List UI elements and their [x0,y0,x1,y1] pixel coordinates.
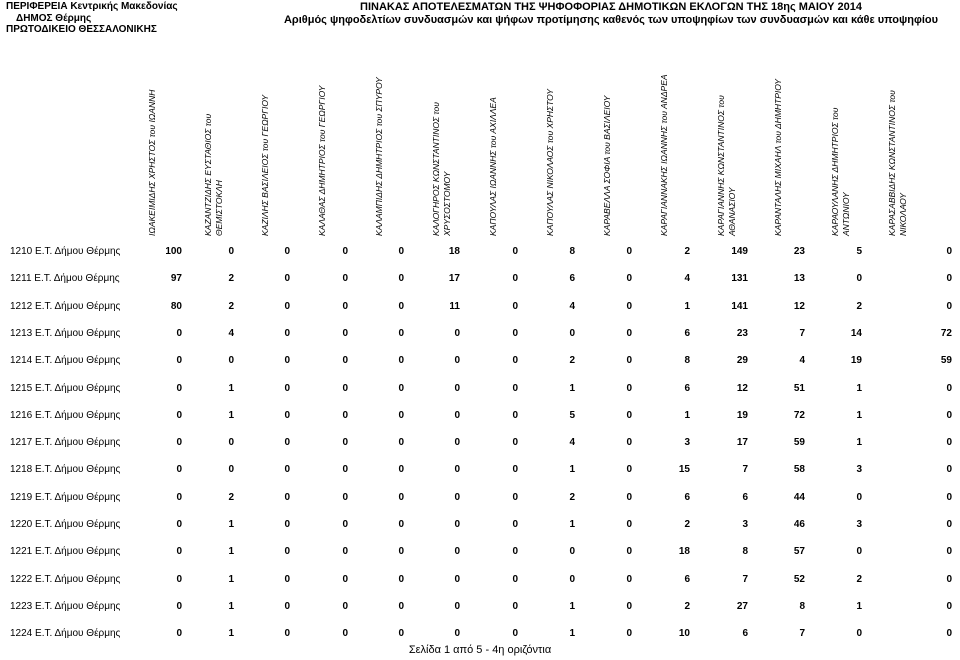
vote-count-cell: 0 [512,600,518,612]
polling-station-label: 1216 Ε.Τ. Δήμου Θέρμης [10,409,121,421]
polling-station-label: 1222 Ε.Τ. Δήμου Θέρμης [10,573,121,585]
vote-count-cell: 0 [626,246,632,257]
vote-count-cell: 0 [284,437,290,449]
vote-count-cell: 0 [342,382,348,394]
vote-count-cell: 0 [454,464,460,476]
candidate-header [260,68,296,236]
vote-count-cell: 0 [342,300,348,312]
vote-count-cell: 19 [736,409,748,421]
vote-count-cell: 0 [176,628,182,640]
vote-count-cell: 0 [176,519,182,530]
vote-count-cell: 0 [946,573,952,585]
vote-count-cell: 0 [512,519,518,530]
vote-count-cell: 1 [856,382,862,394]
vote-count-cell: 0 [946,464,952,476]
vote-count-cell: 1 [228,628,234,640]
vote-count-cell: 0 [398,628,404,640]
vote-count-cell: 0 [512,628,518,640]
candidate-name: ΚΑΡΑΓΙΑΝΝΑΚΗΣ ΙΩΑΝΝΗΣ του ΑΝΔΡΕΑ [659,74,669,236]
vote-count-cell: 0 [176,491,182,503]
candidate-name: ΚΑΠΟΥΛΑΣ ΝΙΚΟΛΑΟΣ του ΧΡΗΣΤΟΥ [545,89,555,236]
vote-count-cell: 0 [946,300,952,312]
table-row [0,403,960,429]
vote-count-cell: 0 [398,355,404,367]
candidate-name: ΚΑΡΑΟΥΛΑΝΗΣ ΔΗΜΗΤΡΙΟΣ του ΑΝΤΩΝΙΟΥ [830,107,851,236]
vote-count-cell: 0 [946,519,952,530]
vote-count-cell: 8 [684,355,690,367]
vote-count-cell: 2 [684,519,690,530]
vote-count-cell: 29 [736,355,748,367]
candidate-header [773,68,809,236]
candidate-name: ΚΑΖΑΝΤΖΙΔΗΣ ΕΥΣΤΑΘΙΟΣ του ΘΕΜΙΣΤΟΚΛΗ [203,113,224,236]
table-row [0,594,960,620]
vote-count-cell: 3 [856,464,862,476]
vote-count-cell: 0 [342,600,348,612]
candidate-header [659,68,695,236]
vote-count-cell: 0 [454,491,460,503]
vote-count-cell: 72 [940,327,952,339]
table-row [0,430,960,456]
vote-count-cell: 0 [946,600,952,612]
vote-count-cell: 6 [684,491,690,503]
candidate-header [830,68,866,236]
vote-count-cell: 0 [284,519,290,530]
vote-count-cell: 0 [284,409,290,421]
vote-count-cell: 0 [512,273,518,285]
polling-station-label: 1210 Ε.Τ. Δήμου Θέρμης [10,246,121,257]
polling-station-label: 1214 Ε.Τ. Δήμου Θέρμης [10,355,121,367]
vote-count-cell: 0 [398,409,404,421]
vote-count-cell: 23 [793,246,805,257]
candidate-header [602,68,638,236]
vote-count-cell: 0 [626,464,632,476]
vote-count-cell: 0 [228,437,234,449]
vote-count-cell: 0 [946,382,952,394]
vote-count-cell: 7 [799,327,805,339]
vote-count-cell: 0 [856,491,862,503]
vote-count-cell: 100 [165,246,182,257]
vote-count-cell: 4 [799,355,805,367]
vote-count-cell: 0 [626,519,632,530]
polling-station-label: 1224 Ε.Τ. Δήμου Θέρμης [10,628,121,640]
vote-count-cell: 51 [793,382,805,394]
vote-count-cell: 0 [284,491,290,503]
vote-count-cell: 57 [793,546,805,558]
vote-count-cell: 46 [793,519,805,530]
table-row [0,539,960,565]
table-row [0,348,960,374]
candidate-header [203,68,239,236]
header-center [262,1,960,27]
header-left [6,1,178,36]
vote-count-cell: 0 [512,573,518,585]
vote-count-cell: 0 [398,464,404,476]
vote-count-cell: 0 [626,491,632,503]
vote-count-cell: 0 [626,327,632,339]
vote-count-cell: 0 [176,546,182,558]
vote-count-cell: 1 [684,300,690,312]
vote-count-cell: 0 [398,546,404,558]
vote-count-cell: 0 [176,464,182,476]
vote-count-cell: 0 [626,273,632,285]
candidate-name: ΙΩΑΚΕΙΜΙΔΗΣ ΧΡΗΣΤΟΣ του ΙΩΑΝΝΗ [147,89,157,236]
vote-count-cell: 0 [856,273,862,285]
candidate-name: ΚΑΡΑΒΕΛΛΑ ΣΟΦΙΑ του ΒΑΣΙΛΕΙΟΥ [602,95,612,236]
candidate-header [431,68,467,236]
vote-count-cell: 10 [678,628,690,640]
vote-count-cell: 7 [742,464,748,476]
vote-count-cell: 131 [731,273,748,285]
vote-count-cell: 0 [176,382,182,394]
table-row [0,567,960,593]
vote-count-cell: 6 [684,382,690,394]
vote-count-cell: 0 [946,491,952,503]
polling-station-label: 1223 Ε.Τ. Δήμου Θέρμης [10,600,121,612]
vote-count-cell: 0 [626,382,632,394]
vote-count-cell: 0 [946,437,952,449]
vote-count-cell: 80 [170,300,182,312]
polling-station-label: 1221 Ε.Τ. Δήμου Θέρμης [10,546,121,558]
vote-count-cell: 0 [342,355,348,367]
vote-count-cell: 0 [284,300,290,312]
vote-count-cell: 0 [228,464,234,476]
vote-count-cell: 0 [454,437,460,449]
vote-count-cell: 58 [793,464,805,476]
vote-count-cell: 1 [569,382,575,394]
vote-count-cell: 0 [342,437,348,449]
vote-count-cell: 5 [569,409,575,421]
vote-count-cell: 0 [454,546,460,558]
candidate-name: ΚΑΛΑΘΑΣ ΔΗΜΗΤΡΙΟΣ του ΓΕΩΡΓΙΟΥ [317,85,327,236]
vote-count-cell: 0 [398,300,404,312]
vote-count-cell: 0 [228,355,234,367]
polling-station-label: 1219 Ε.Τ. Δήμου Θέρμης [10,491,121,503]
vote-count-cell: 2 [228,273,234,285]
vote-count-cell: 4 [228,327,234,339]
vote-count-cell: 0 [512,546,518,558]
vote-count-cell: 0 [626,300,632,312]
vote-count-cell: 2 [569,491,575,503]
polling-station-label: 1220 Ε.Τ. Δήμου Θέρμης [10,519,121,530]
vote-count-cell: 0 [946,246,952,257]
vote-count-cell: 8 [569,246,575,257]
vote-count-cell: 0 [856,546,862,558]
vote-count-cell: 0 [398,437,404,449]
vote-count-cell: 0 [512,464,518,476]
vote-count-cell: 97 [170,273,182,285]
vote-count-cell: 0 [946,546,952,558]
vote-count-cell: 0 [284,327,290,339]
vote-count-cell: 0 [626,628,632,640]
candidate-name: ΚΑΡΑΓΙΑΝΝΗΣ ΚΩΝΣΤΑΝΤΙΝΟΣ του ΑΘΑΝΑΣΙΟΥ [716,95,737,236]
vote-count-cell: 0 [454,573,460,585]
vote-count-cell: 0 [284,382,290,394]
vote-count-cell: 3 [742,519,748,530]
vote-count-cell: 0 [398,382,404,394]
candidate-header [317,68,353,236]
vote-count-cell: 7 [799,628,805,640]
vote-count-cell: 0 [626,437,632,449]
vote-count-cell: 0 [569,327,575,339]
vote-count-cell: 1 [228,382,234,394]
vote-count-cell: 52 [793,573,805,585]
vote-count-cell: 18 [678,546,690,558]
vote-count-cell: 0 [946,409,952,421]
vote-count-cell: 1 [569,519,575,530]
vote-count-cell: 0 [512,327,518,339]
vote-count-cell: 44 [793,491,805,503]
vote-count-cell: 2 [856,300,862,312]
vote-count-cell: 0 [512,246,518,257]
vote-count-cell: 0 [342,546,348,558]
vote-count-cell: 1 [228,409,234,421]
candidate-header [545,68,581,236]
vote-count-cell: 15 [678,464,690,476]
vote-count-cell: 18 [448,246,460,257]
vote-count-cell: 0 [176,409,182,421]
vote-count-cell: 2 [228,491,234,503]
vote-count-cell: 0 [284,355,290,367]
vote-count-cell: 2 [569,355,575,367]
vote-count-cell: 0 [284,546,290,558]
vote-count-cell: 19 [850,355,862,367]
vote-count-cell: 1 [228,600,234,612]
region-name: ΠΕΡΙΦΕΡΕΙΑ Κεντρικής Μακεδονίας [6,1,178,12]
table-row [0,321,960,347]
vote-count-cell: 1 [569,464,575,476]
vote-count-cell: 13 [793,273,805,285]
table-row [0,457,960,483]
vote-count-cell: 149 [731,246,748,257]
vote-count-cell: 0 [176,327,182,339]
vote-count-cell: 1 [569,600,575,612]
vote-count-cell: 12 [793,300,805,312]
vote-count-cell: 17 [736,437,748,449]
vote-count-cell: 0 [569,573,575,585]
page-title: ΠΙΝΑΚΑΣ ΑΠΟΤΕΛΕΣΜΑΤΩΝ ΤΗΣ ΨΗΦΟΦΟΡΙΑΣ ΔΗΜΟΤΙΚΩΝ ΕΚΛΟΓΩΝ ΤΗΣ 18ης ΜΑΙΟΥ 2014 [360,1,862,13]
vote-count-cell: 1 [856,409,862,421]
vote-count-cell: 5 [856,246,862,257]
polling-station-label: 1212 Ε.Τ. Δήμου Θέρμης [10,300,121,312]
candidate-name: ΚΑΡΑΣΑΒΒΙΔΗΣ ΚΩΝΣΤΑΝΤΙΝΟΣ του ΝΙΚΟΛΑΟΥ [887,90,908,236]
vote-count-cell: 0 [512,355,518,367]
vote-count-cell: 11 [449,300,460,312]
vote-count-cell: 0 [284,246,290,257]
vote-count-cell: 3 [684,437,690,449]
vote-count-cell: 0 [454,409,460,421]
table-row [0,239,960,265]
candidate-name: ΚΑΛΑΜΠΙΔΗΣ ΔΗΜΗΤΡΙΟΣ του ΣΠΥΡΟΥ [374,77,384,236]
vote-count-cell: 6 [569,273,575,285]
vote-count-cell: 0 [454,519,460,530]
court-name: ΠΡΩΤΟΔΙΚΕΙΟ ΘΕΣΣΑΛΟΝΙΚΗΣ [6,24,157,35]
vote-count-cell: 0 [512,437,518,449]
vote-count-cell: 17 [448,273,460,285]
vote-count-cell: 14 [850,327,862,339]
vote-count-cell: 0 [284,628,290,640]
vote-count-cell: 0 [626,573,632,585]
vote-count-cell: 0 [284,600,290,612]
candidate-header [488,68,524,236]
vote-count-cell: 0 [176,600,182,612]
table-row [0,376,960,402]
vote-count-cell: 6 [684,573,690,585]
vote-count-cell: 0 [398,273,404,285]
vote-count-cell: 6 [742,491,748,503]
vote-count-cell: 0 [454,382,460,394]
vote-count-cell: 23 [736,327,748,339]
candidate-header [374,68,410,236]
vote-count-cell: 1 [228,573,234,585]
vote-count-cell: 8 [799,600,805,612]
vote-count-cell: 72 [793,409,805,421]
vote-count-cell: 0 [398,573,404,585]
vote-count-cell: 2 [228,300,234,312]
vote-count-cell: 0 [342,246,348,257]
polling-station-label: 1213 Ε.Τ. Δήμου Θέρμης [10,327,121,339]
vote-count-cell: 1 [684,409,690,421]
vote-count-cell: 0 [856,628,862,640]
vote-count-cell: 0 [626,600,632,612]
vote-count-cell: 0 [569,546,575,558]
vote-count-cell: 0 [342,573,348,585]
vote-count-cell: 0 [342,519,348,530]
candidate-name: ΚΑΛΟΓΗΡΟΣ ΚΩΝΣΤΑΝΤΙΝΟΣ του ΧΡΥΣΟΣΤΟΜΟΥ [431,102,452,236]
vote-count-cell: 0 [626,409,632,421]
municipality-name: ΔΗΜΟΣ Θέρμης [16,12,92,24]
vote-count-cell: 4 [684,273,690,285]
vote-count-cell: 0 [626,546,632,558]
vote-count-cell: 0 [398,246,404,257]
vote-count-cell: 2 [684,246,690,257]
vote-count-cell: 0 [398,519,404,530]
vote-count-cell: 0 [454,628,460,640]
page-footer: Σελίδα 1 από 5 - 4η οριζόντια [408,644,552,656]
vote-count-cell: 0 [454,327,460,339]
vote-count-cell: 59 [940,355,952,367]
vote-count-cell: 1 [228,546,234,558]
vote-count-cell: 3 [856,519,862,530]
vote-count-cell: 27 [736,600,748,612]
vote-count-cell: 0 [284,273,290,285]
vote-count-cell: 0 [228,246,234,257]
vote-count-cell: 6 [742,628,748,640]
vote-count-cell: 12 [736,382,748,394]
vote-count-cell: 0 [284,573,290,585]
vote-count-cell: 2 [684,600,690,612]
vote-count-cell: 0 [176,437,182,449]
vote-count-cell: 0 [398,327,404,339]
vote-count-cell: 1 [856,437,862,449]
polling-station-label: 1211 Ε.Τ. Δήμου Θέρμης [10,273,120,285]
vote-count-cell: 2 [856,573,862,585]
vote-count-cell: 141 [731,300,748,312]
vote-count-cell: 0 [398,491,404,503]
table-row [0,294,960,320]
vote-count-cell: 0 [454,600,460,612]
vote-count-cell: 0 [512,491,518,503]
vote-count-cell: 0 [398,600,404,612]
vote-count-cell: 1 [856,600,862,612]
vote-count-cell: 0 [176,573,182,585]
candidate-name: ΚΑΠΟΥΛΑΣ ΙΩΑΝΝΗΣ του ΑΧΙΛΛΕΑ [488,97,498,236]
candidate-name: ΚΑΖΙΛΗΣ ΒΑΣΙΛΕΙΟΣ του ΓΕΩΡΓΙΟΥ [260,94,270,236]
candidate-header [716,68,752,236]
vote-count-cell: 0 [946,273,952,285]
vote-count-cell: 0 [512,300,518,312]
vote-count-cell: 59 [793,437,805,449]
vote-count-cell: 0 [342,464,348,476]
vote-count-cell: 0 [176,355,182,367]
table-row [0,485,960,511]
vote-count-cell: 6 [684,327,690,339]
vote-count-cell: 7 [742,573,748,585]
polling-station-label: 1217 Ε.Τ. Δήμου Θέρμης [10,437,121,449]
vote-count-cell: 4 [569,300,575,312]
vote-count-cell: 0 [946,628,952,640]
vote-count-cell: 0 [342,491,348,503]
vote-count-cell: 0 [512,409,518,421]
vote-count-cell: 0 [342,628,348,640]
table-row [0,266,960,292]
vote-count-cell: 0 [342,409,348,421]
candidate-name: ΚΑΡΑΝΤΑΛΗΣ ΜΙΧΑΗΛ του ΔΗΜΗΤΡΙΟΥ [773,78,783,236]
vote-count-cell: 1 [228,519,234,530]
table-row [0,512,960,538]
vote-count-cell: 0 [284,464,290,476]
page-subtitle: Αριθμός ψηφοδελτίων συνδυασμών και ψήφων προτίμησης καθενός των υποψηφίων των συνδυασμών και κάθε υποψηφίου [283,14,939,26]
vote-count-cell: 0 [512,382,518,394]
polling-station-label: 1218 Ε.Τ. Δήμου Θέρμης [10,464,121,476]
vote-count-cell: 1 [569,628,575,640]
candidate-header [147,68,183,236]
vote-count-cell: 4 [569,437,575,449]
vote-count-cell: 0 [626,355,632,367]
vote-count-cell: 0 [342,327,348,339]
polling-station-label: 1215 Ε.Τ. Δήμου Θέρμης [10,382,121,394]
vote-count-cell: 8 [742,546,748,558]
vote-count-cell: 0 [454,355,460,367]
candidate-header [887,68,923,236]
vote-count-cell: 0 [342,273,348,285]
